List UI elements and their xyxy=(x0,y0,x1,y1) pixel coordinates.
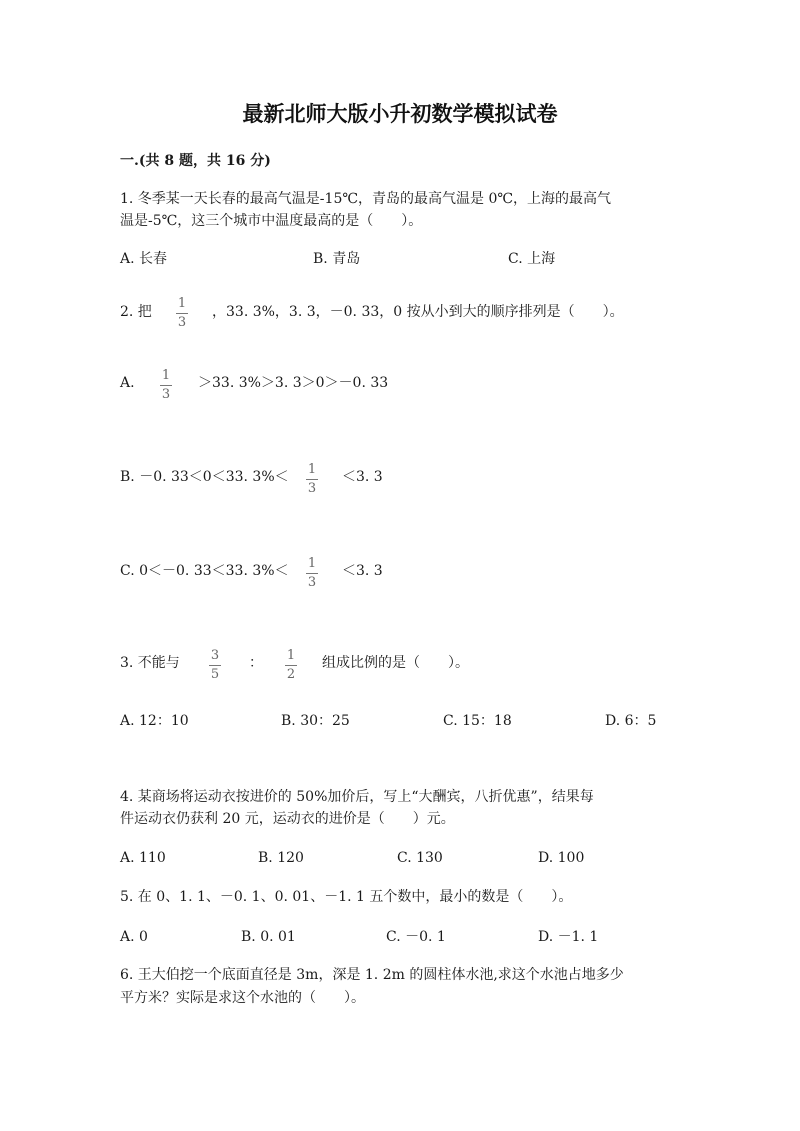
question-2-option-b-rest: ＜3. 3 xyxy=(342,469,383,485)
question-1-option-a: A. 长春 xyxy=(120,251,168,267)
question-3-suffix: 组成比例的是（ ）。 xyxy=(322,655,469,671)
fraction-numerator: 1 xyxy=(177,296,187,311)
fraction-bar xyxy=(306,573,318,574)
question-3-colon: ： xyxy=(249,655,263,671)
fraction-denominator: 3 xyxy=(307,481,317,496)
question-3-option-b: B. 30：25 xyxy=(281,713,350,729)
question-1-line-2: 温是-5℃，这三个城市中温度最高的是（ ）。 xyxy=(120,213,423,229)
fraction-numerator: 1 xyxy=(286,648,296,663)
question-5-option-d: D. －1. 1 xyxy=(538,929,599,945)
question-3-option-a: A. 12：10 xyxy=(120,713,189,729)
question-4-line-1: 4. 某商场将运动衣按进价的 50%加价后，写上“大酬宾，八折优惠”，结果每 xyxy=(120,789,594,805)
question-6-line-1: 6. 王大伯挖一个底面直径是 3m，深是 1. 2m 的圆柱体水池,求这个水池占地多少 xyxy=(120,967,624,983)
question-2-option-c-rest: ＜3. 3 xyxy=(342,563,383,579)
fraction-bar xyxy=(176,313,188,314)
question-4-option-d: D. 100 xyxy=(538,850,585,866)
question-4-line-2: 件运动衣仍获利 20 元，运动衣的进价是（ ）元。 xyxy=(120,811,455,827)
question-1-option-b: B. 青岛 xyxy=(313,251,361,267)
section-heading: 一.(共 8 题，共 16 分) xyxy=(120,153,271,169)
question-2-fraction xyxy=(176,296,188,331)
question-4-option-a: A. 110 xyxy=(120,850,166,866)
question-5-option-c: C. －0. 1 xyxy=(386,929,446,945)
fraction-bar xyxy=(209,665,221,666)
page-title: 最新北师大版小升初数学模拟试卷 xyxy=(242,101,558,126)
question-2-option-b-fraction xyxy=(306,462,318,497)
question-2-option-a-label: A. xyxy=(120,375,135,391)
question-3-option-c: C. 15：18 xyxy=(443,713,512,729)
question-2-prefix: 2. 把 xyxy=(120,304,152,320)
question-3-fraction-2 xyxy=(285,648,297,683)
fraction-numerator: 1 xyxy=(307,462,317,477)
question-2-option-c-fraction xyxy=(306,556,318,591)
question-1-line-1: 1. 冬季某一天长春的最高气温是-15℃，青岛的最高气温是 0℃，上海的最高气 xyxy=(120,191,612,207)
question-1-option-c: C. 上海 xyxy=(508,251,556,267)
fraction-bar xyxy=(285,665,297,666)
question-5-line-1: 5. 在 0、1. 1、－0. 1、0. 01、－1. 1 五个数中，最小的数是（ ）。 xyxy=(120,889,573,905)
question-3-prefix: 3. 不能与 xyxy=(120,655,180,671)
question-6-line-2: 平方米？实际是求这个水池的（ ）。 xyxy=(120,990,365,1006)
fraction-denominator: 5 xyxy=(210,667,220,682)
fraction-bar xyxy=(160,385,172,386)
question-4-option-c: C. 130 xyxy=(397,850,443,866)
fraction-numerator: 1 xyxy=(307,556,317,571)
question-4-option-b: B. 120 xyxy=(258,850,304,866)
question-3-option-d: D. 6：5 xyxy=(605,713,657,729)
fraction-bar xyxy=(306,479,318,480)
fraction-denominator: 3 xyxy=(161,387,171,402)
question-5-option-a: A. 0 xyxy=(120,929,148,945)
fraction-numerator: 3 xyxy=(210,648,220,663)
fraction-denominator: 2 xyxy=(286,667,296,682)
fraction-numerator: 1 xyxy=(161,368,171,383)
question-2-option-b-text: B. －0. 33＜0＜33. 3%＜ xyxy=(120,469,289,485)
question-2-option-c-text: C. 0＜－0. 33＜33. 3%＜ xyxy=(120,563,289,579)
question-2-suffix: ，33. 3%，3. 3，－0. 33，0 按从小到大的顺序排列是（ ）。 xyxy=(212,304,624,320)
question-5-option-b: B. 0. 01 xyxy=(241,929,296,945)
fraction-denominator: 3 xyxy=(177,315,187,330)
fraction-denominator: 3 xyxy=(307,575,317,590)
question-3-fraction-1 xyxy=(209,648,221,683)
question-2-option-a-text: ＞33. 3%＞3. 3＞0＞－0. 33 xyxy=(198,375,389,391)
question-2-option-a-fraction xyxy=(160,368,172,403)
